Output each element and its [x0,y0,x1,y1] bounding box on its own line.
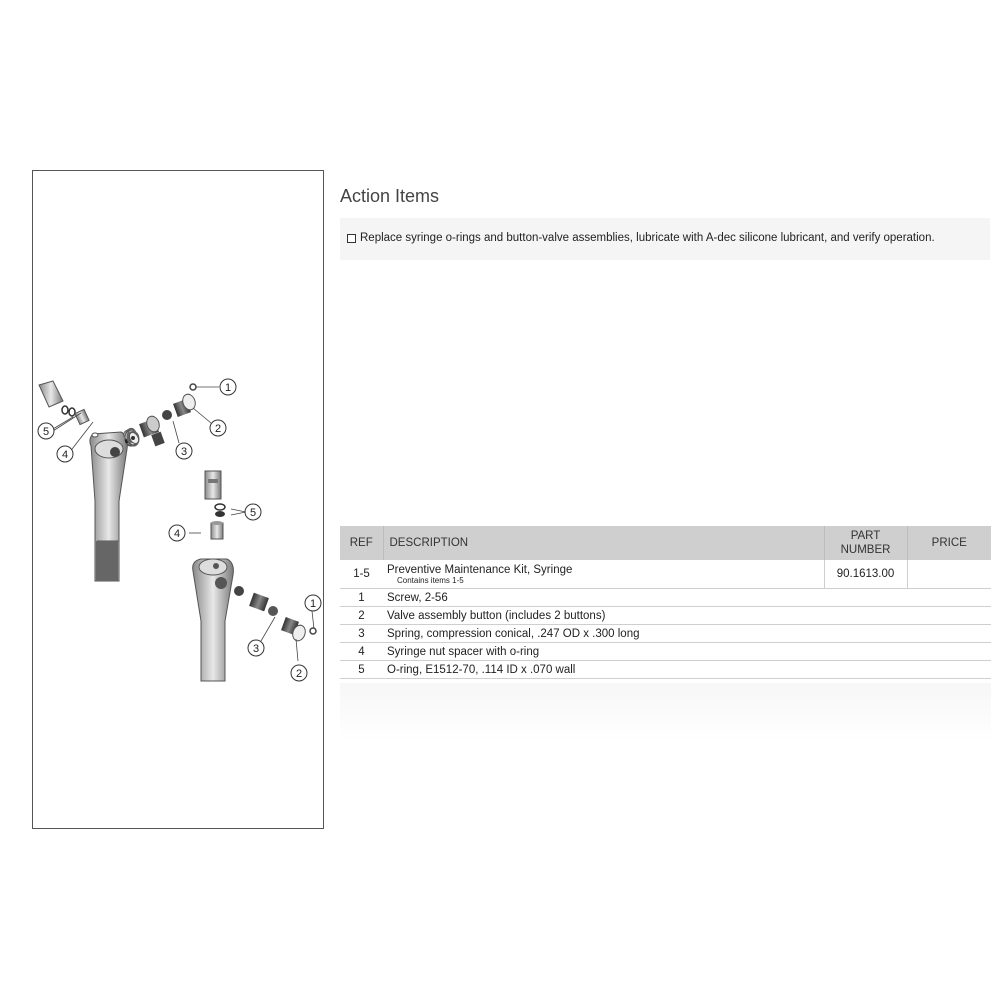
table-row [340,607,991,625]
callout-3-lower [248,640,264,656]
action-item[interactable] [347,232,935,244]
callout-1-lower [305,595,321,611]
cell-description: Valve assembly button (includes 2 buttons) [383,607,991,625]
svg-text:5: 5 [42,426,50,438]
callout-3-upper [176,443,192,459]
table-row [340,661,991,679]
svg-text:2: 2 [295,668,303,680]
callout-4-upper [57,446,73,462]
table-row [340,589,991,607]
syringe-body-1 [90,432,128,581]
svg-text:2: 2 [214,423,222,435]
cell-description [383,560,824,589]
svg-text:3: 3 [252,643,260,655]
callout-4-lower [169,525,185,541]
svg-text:4: 4 [173,528,181,540]
cell-description: Syringe nut spacer with o-ring [383,643,991,661]
col-header-part-number-line2: NUMBER [840,544,891,556]
cell-ref: 4 [340,643,383,661]
table-row [340,625,991,643]
svg-text:5: 5 [249,507,257,519]
svg-text:3: 3 [180,446,188,458]
action-items-title: Action Items [340,186,440,206]
col-header-part-number [824,526,907,560]
cell-description: Screw, 2-56 [383,589,991,607]
kit-note: Contains items 1-5 [397,575,464,585]
cell-description: O-ring, E1512-70, .114 ID x .070 wall [383,661,991,679]
col-header-price: PRICE [907,526,991,560]
kit-description: Preventive Maintenance Kit, Syringe [387,563,573,576]
table-row [340,643,991,661]
table-footer-area [340,683,991,743]
cell-description: Spring, compression conical, .247 OD x .300 long [383,625,991,643]
cell-ref: 1-5 [340,560,383,589]
cell-part-number: 90.1613.00 [824,560,907,589]
col-header-description: DESCRIPTION [383,526,824,560]
svg-text:1: 1 [309,598,317,610]
callout-5-upper [38,423,54,439]
callout-2-lower [291,665,307,681]
callout-2-upper [210,420,226,436]
leader-lines [53,387,317,661]
cell-price [907,560,991,589]
syringe-buttons-1 [122,384,197,446]
syringe-illustration [33,171,325,830]
table-header-row [340,526,991,560]
col-header-ref: REF [340,526,383,560]
svg-text:4: 4 [61,449,69,461]
col-header-part-number-line1: PART [850,530,881,542]
callout-1-upper [220,379,236,395]
svg-text:1: 1 [224,382,232,394]
callout-5-lower [245,504,261,520]
cell-ref: 3 [340,625,383,643]
table-row [340,560,991,589]
action-item-checkbox[interactable] [347,234,356,243]
action-item-text: Replace syringe o-rings and button-valve assemblies, lubricate with A-dec silicone lubricant, and verify operation. [360,232,935,244]
cell-ref: 5 [340,661,383,679]
cell-ref: 1 [340,589,383,607]
exploded-parts-diagram [32,170,324,829]
parts-table [340,526,991,679]
cell-ref: 2 [340,607,383,625]
